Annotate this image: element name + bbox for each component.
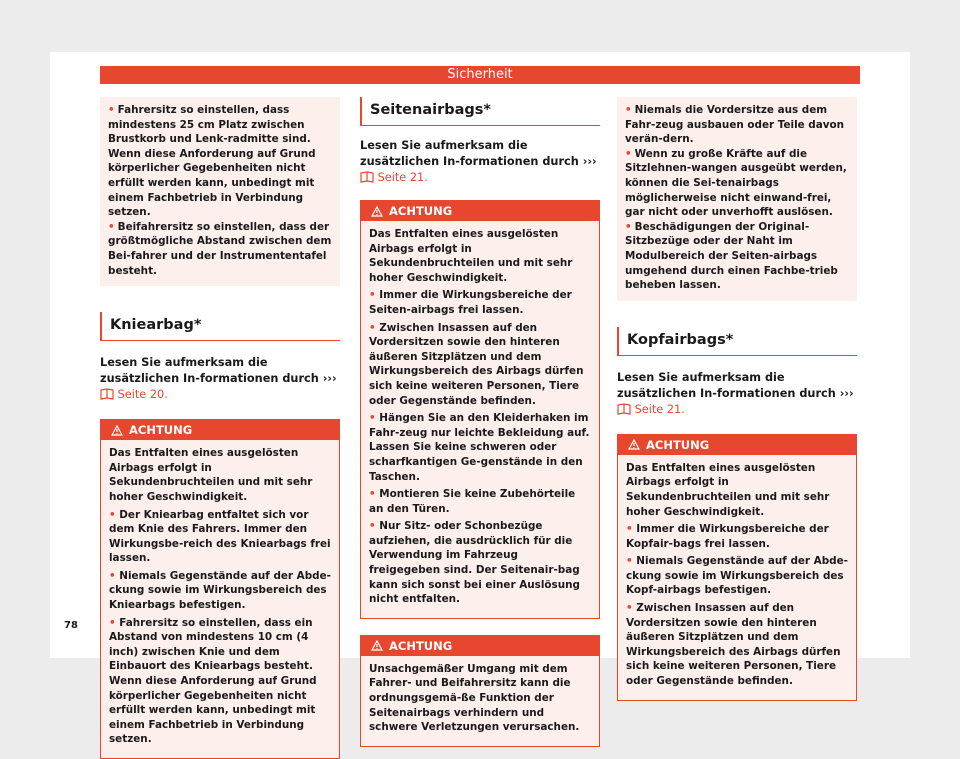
list-item: • Niemals Gegenstände auf der Abde-ckung sowie im Wirkungsbereich des Kopf-airbags befestigen. bbox=[626, 555, 848, 597]
page-number: 78 bbox=[64, 620, 78, 631]
chapter-header: Sicherheit bbox=[100, 66, 860, 84]
section-title-seitenairbags: Seitenairbags* bbox=[360, 97, 600, 126]
list-item: • Nur Sitz- oder Schonbezüge aufziehen, die ausdrücklich für die Verwendung im Fahrzeug freigegeben sind. Der Seitenair-bag kann sich sonst bei einer Auslösung nicht entfalten. bbox=[369, 520, 580, 606]
bullet-icon: • bbox=[625, 104, 632, 116]
intro-text: Lesen Sie aufmerksam die zusätzlichen In-formationen durch ››› Seite 21. bbox=[360, 139, 597, 184]
list-item: • Zwischen Insassen auf den Vordersitzen sowie den hinteren äußeren Sitzplätzen und dem Wirkungsbereich des Airbags dürfen sich keine weiteren Personen, Tiere oder Gegenstände befinden. bbox=[626, 602, 841, 688]
warning-header: ACHTUNG bbox=[618, 435, 856, 455]
list-item: • Montieren Sie keine Zubehörteile an den Türen. bbox=[369, 488, 576, 515]
page-reference-link[interactable]: Seite 21. bbox=[360, 171, 428, 184]
page-reference-link[interactable]: Seite 20. bbox=[100, 388, 168, 401]
warning-intro: Das Entfalten eines ausgelösten Airbags erfolgt in Sekundenbruchteilen und mit sehr hoher Geschwindigkeit. bbox=[626, 461, 830, 518]
warning-header: ACHTUNG bbox=[361, 201, 599, 221]
warning-header: ACHTUNG bbox=[101, 420, 339, 440]
column-left bbox=[100, 97, 340, 759]
page-reference-link[interactable]: Seite 21. bbox=[617, 403, 685, 416]
book-reference-icon bbox=[617, 403, 631, 415]
list-item: • Fahrersitz so einstellen, dass ein Abstand von mindestens 10 cm (4 inch) zwischen Knie und dem Einbauort des Kniearbags besteht. Wenn diese Anforderung auf Grund körperlicher Gegebenheiten nicht erfüllt werden kann, unbedingt mit einem Fachbetrieb in Verbindung setzen. bbox=[109, 616, 317, 746]
bullet-icon: • bbox=[108, 104, 115, 116]
section-title-kopfairbags: Kopfairbags* bbox=[617, 327, 857, 356]
bullet-icon: • bbox=[625, 147, 632, 160]
note-box bbox=[617, 97, 857, 301]
warning-box bbox=[360, 635, 600, 747]
warning-intro: Das Entfalten eines ausgelösten Airbags erfolgt in Sekundenbruchteilen und mit sehr hoher Geschwindigkeit. bbox=[369, 228, 573, 284]
list-item: • Beschädigungen der Original-Sitzbezüge oder der Naht im Modulbereich der Seiten-airbags umgehend durch einen Fachbe-trieb beheben lassen. bbox=[625, 220, 838, 292]
warning-header: ACHTUNG bbox=[361, 636, 599, 656]
list-item: • Niemals Gegenstände auf der Abde-ckung sowie im Wirkungsbereich des Kniearbags befestigen. bbox=[109, 569, 331, 612]
warning-triangle-icon bbox=[111, 425, 123, 436]
warning-body bbox=[618, 455, 856, 700]
intro-text: Lesen Sie aufmerksam die zusätzlichen In-formationen durch ››› Seite 21. bbox=[617, 370, 854, 416]
warning-body bbox=[361, 656, 599, 746]
list-item: • Wenn zu große Kräfte auf die Sitzlehnen-wangen ausgeübt werden, können die Sei-tenairbags möglicherweise nicht einwand-frei, gar nicht oder unverhofft auslösen. bbox=[625, 147, 847, 219]
list-item: • Zwischen Insassen auf den Vordersitzen sowie den hinteren äußeren Sitzplätzen und dem Wirkungsbereich des Airbags dürfen sich keine weiteren Personen, Tiere oder Gegenstände befinden. bbox=[369, 321, 584, 407]
warning-body bbox=[361, 221, 599, 618]
list-item: • Immer die Wirkungsbereiche der Seiten-airbags frei lassen. bbox=[369, 289, 572, 316]
intro-text: Lesen Sie aufmerksam die zusätzlichen In-formationen durch ››› Seite 20. bbox=[100, 356, 337, 402]
warning-intro: Unsachgemäßer Umgang mit dem Fahrer- und Beifahrersitz kann die ordnungsgemä-ße Funktion der Seitenairbags verhindern und schwere Verletzungen verursachen. bbox=[369, 662, 580, 734]
book-reference-icon bbox=[360, 171, 374, 183]
list-item: • Der Kniearbag entfaltet sich vor dem Knie des Fahrers. Immer den Wirkungsbe-reich des Kniearbags frei lassen. bbox=[109, 508, 331, 565]
list-item: • Niemals die Vordersitze aus dem Fahr-zeug ausbauen oder Teile davon verän-dern. bbox=[625, 104, 845, 146]
warning-body bbox=[101, 440, 339, 758]
section-title-kniearbag: Kniearbag* bbox=[100, 312, 340, 341]
warning-intro: Das Entfalten eines ausgelösten Airbags erfolgt in Sekundenbruchteilen und mit sehr hoher Geschwindigkeit. bbox=[109, 447, 313, 503]
bullet-icon: • bbox=[625, 220, 632, 233]
book-reference-icon bbox=[100, 388, 114, 400]
warning-box bbox=[617, 434, 857, 701]
list-item: • Fahrersitz so einstellen, dass mindestens 25 cm Platz zwischen Brustkorb und Lenk-radmitte sind. Wenn diese Anforderung auf Grund körperlicher Gegebenheiten nicht erfüllt werden kann, unbedingt mit einem Fachbetrieb in Verbindung setzen. bbox=[108, 104, 316, 219]
list-item: • Beifahrersitz so einstellen, dass der größtmögliche Abstand zwischen dem Bei-fahrer und der Instrumententafel besteht. bbox=[108, 220, 332, 277]
list-item: • Immer die Wirkungsbereiche der Kopfair-bags frei lassen. bbox=[626, 523, 829, 550]
column-middle bbox=[360, 97, 600, 747]
warning-triangle-icon bbox=[371, 206, 383, 217]
list-item: • Hängen Sie an den Kleiderhaken im Fahr-zeug nur leichte Bekleidung auf. Lassen Sie keine schweren oder scharfkantigen Ge-genstände in den Taschen. bbox=[369, 412, 590, 483]
warning-box bbox=[360, 200, 600, 619]
note-box bbox=[100, 97, 340, 286]
warning-triangle-icon bbox=[371, 640, 383, 651]
column-right bbox=[617, 97, 857, 701]
warning-box bbox=[100, 419, 340, 759]
warning-triangle-icon bbox=[628, 439, 640, 450]
bullet-icon: • bbox=[108, 220, 115, 233]
